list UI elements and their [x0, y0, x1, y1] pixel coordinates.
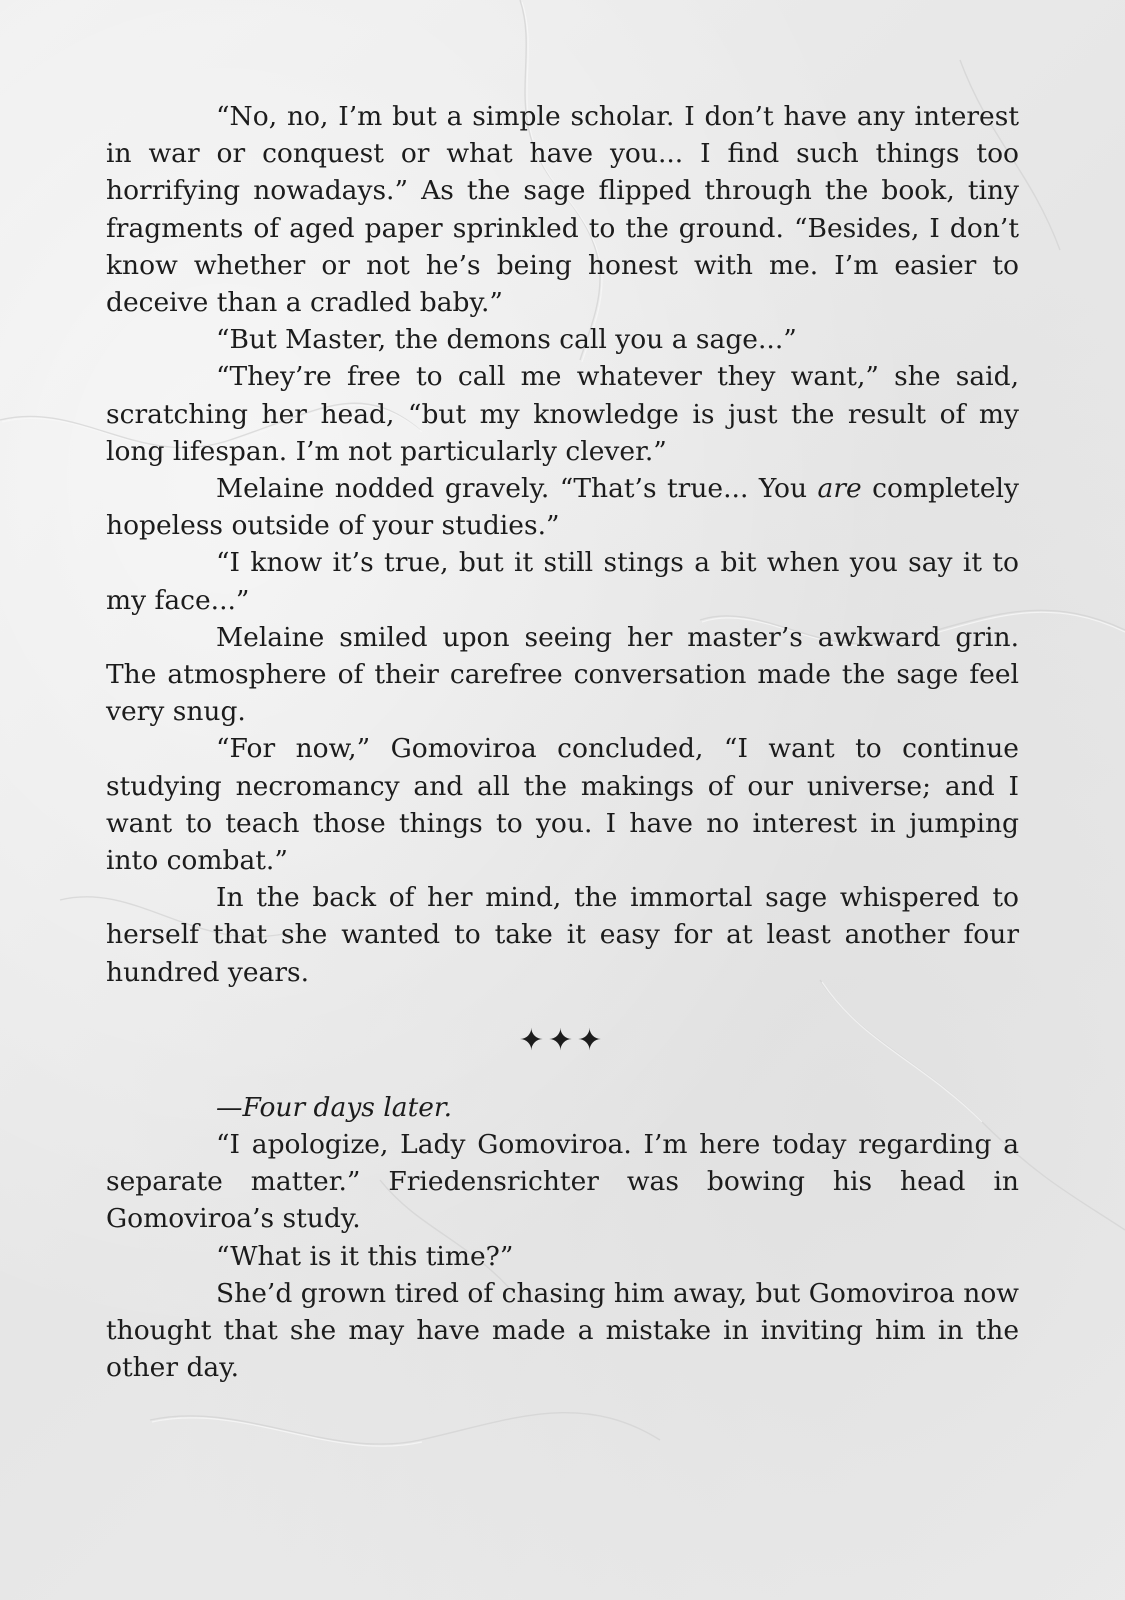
text-run: completely hopeless outside of your studies.” [106, 473, 1020, 542]
body-text [106, 98, 1019, 1387]
text-run: Melaine nodded gravely. “That’s true... You [216, 473, 818, 505]
emphasis-text: are [817, 473, 862, 505]
paragraph: “They’re free to call me whatever they want,” she said, scratching her head, “but my knowledge is just the result of my long lifespan. I’m not particularly clever.” [106, 361, 1019, 467]
paragraph: “What is it this time?” [216, 1240, 514, 1272]
paragraph: “For now,” Gomoviroa concluded, “I want to continue studying necromancy and all the makings of our universe; and I want to teach those things to you. I have no interest in jumping into combat.” [106, 733, 1019, 877]
paragraph: “I know it’s true, but it still stings a bit when you say it to my face...” [106, 547, 1019, 616]
paragraph: In the back of her mind, the immortal sage whispered to herself that she wanted to take it easy for at least another four hundred years. [106, 882, 1019, 988]
paragraph: “But Master, the demons call you a sage...” [216, 324, 797, 356]
paragraph: She’d grown tired of chasing him away, but Gomoviroa now thought that she may have made a mistake in inviting him in the other day. [106, 1277, 1019, 1384]
paragraph-melaine-nod [106, 470, 1019, 544]
paragraph: “No, no, I’m but a simple scholar. I don’t have any interest in war or conquest or what have you... I find such things too horrifying nowadays.” As the sage flipped through the book, tiny fragments of aged paper sprinkled to the ground. “Besides, I don’t know whether or not he’s being honest with me. I’m easier to deceive than a cradled baby.” [106, 101, 1019, 319]
scene-break-ornament: ✦✦✦ [518, 1022, 607, 1058]
paragraph: “I apologize, Lady Gomoviroa. I’m here today regarding a separate matter.” Friedensrichter was bowing his head in Gomoviroa’s study. [106, 1129, 1019, 1235]
paragraph: Melaine smiled upon seeing her master’s awkward grin. The atmosphere of their carefree conversation made the sage feel very snug. [106, 621, 1019, 728]
time-jump-heading: —Four days later. [216, 1091, 453, 1123]
